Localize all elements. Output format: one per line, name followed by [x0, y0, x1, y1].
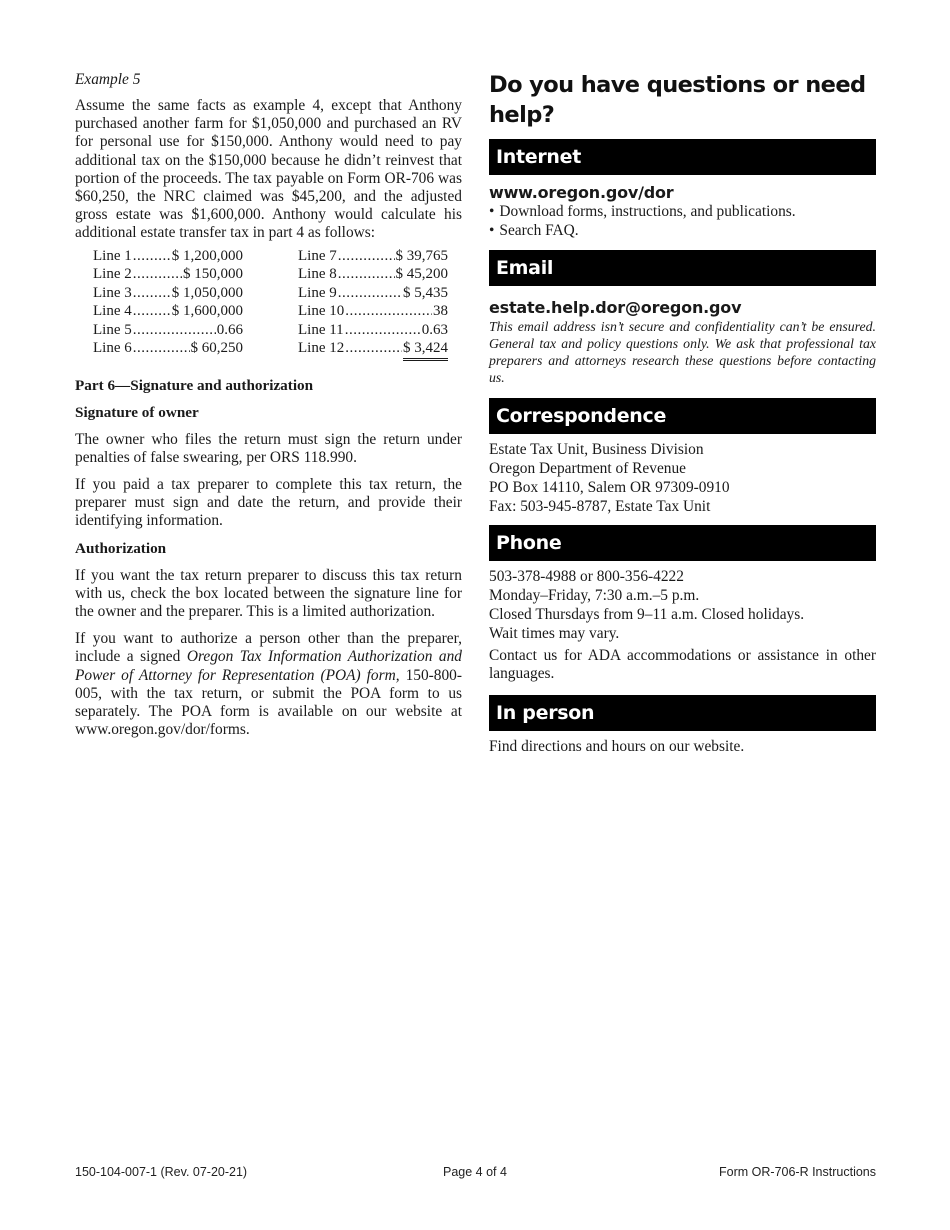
in-person-text: Find directions and hours on our website. [489, 738, 745, 756]
line-value-total: $ 3,424 [403, 339, 448, 361]
line-label: Line 10 [298, 303, 345, 320]
calculation-lines [75, 247, 462, 367]
phone-numbers: 503-378-4988 or 800-356-4222 [489, 568, 684, 585]
calc-line-7 [298, 247, 448, 266]
list-item: • Download forms, instructions, and publications. [489, 203, 876, 222]
calc-line-10 [298, 302, 448, 321]
calc-line-11 [298, 321, 448, 340]
website-link[interactable] [489, 183, 876, 203]
authorization-paragraph-1: If you want the tax return preparer to discuss this tax return with us, check the box located between the signature line for the owner and the preparer. This is a limited authorization. [75, 566, 462, 621]
poa-form-title: Oregon Tax Information Authorization and Power of Attorney for Representation (POA) form, [75, 648, 462, 684]
correspondence-section-header: Correspondence [489, 398, 876, 434]
email-note: This email address isn’t secure and confidentiality can’t be ensured. General tax and policy questions only. We ask that professional tax preparers and attorneys research these questions before contacting us. [489, 319, 876, 385]
calc-line-3 [93, 284, 243, 303]
internet-section-header: Internet [489, 139, 876, 175]
address-line: Estate Tax Unit, Business Division [489, 441, 704, 458]
line-value: 38 [433, 303, 448, 320]
line-label: Line 1 [93, 247, 132, 264]
line-value: $ 1,050,000 [171, 284, 243, 301]
calc-line-4 [93, 302, 243, 321]
line-value: $ 45,200 [395, 266, 448, 283]
part6-heading: Part 6—Signature and authorization [75, 376, 314, 394]
line-value: 0.63 [421, 321, 448, 338]
calculation-lines-left [93, 247, 243, 358]
address-line: Oregon Department of Revenue [489, 460, 687, 477]
in-person-section-header: In person [489, 695, 876, 731]
ada-note: Contact us for ADA accommodations or assistance in other languages. [489, 647, 876, 683]
address-line: PO Box 14110, Salem OR 97309-0910 [489, 479, 730, 496]
line-value: $ 150,000 [183, 266, 243, 283]
line-value: 0.66 [216, 321, 243, 338]
help-title: Do you have questions or need help? [489, 72, 866, 128]
form-number: 150-104-007-1 (Rev. 07-20-21) [75, 1165, 248, 1179]
website-url[interactable]: www.oregon.gov/dor [489, 183, 674, 202]
authorization-heading: Authorization [75, 539, 167, 557]
page-number: Page 4 of 4 [443, 1165, 507, 1179]
example-text: Assume the same facts as example 4, except that Anthony purchased another farm for $1,050,000 and purchased an RV for personal use for $150,000. Anthony would need to pay additional tax on the $150,000 because he didn’t reinvest that portion of the proceeds. The tax payable on Form OR-706 was $60,250, the NRC claimed was $45,200, and the adjusted gross estate was $1,600,000. Anthony would calculate his additional estate transfer tax in part 4 as follows: [75, 97, 462, 242]
calc-line-6 [93, 339, 243, 358]
email-section-header: Email [489, 250, 876, 286]
authorization-paragraph-2 [75, 630, 462, 739]
calc-line-12 [298, 339, 448, 358]
calc-line-8 [298, 265, 448, 284]
phone-wait-note: Wait times may vary. [489, 625, 620, 642]
internet-bullets [489, 203, 876, 240]
line-value: $ 1,600,000 [171, 303, 243, 320]
email-address[interactable]: estate.help.dor@oregon.gov [489, 298, 742, 317]
line-label: Line 8 [298, 266, 337, 283]
line-value: $ 39,765 [395, 247, 448, 264]
line-label: Line 6 [93, 340, 132, 357]
line-value: $ 5,435 [403, 284, 448, 301]
signature-paragraph-1: The owner who files the return must sign the return under penalties of false swearing, per ORS 118.990. [75, 430, 462, 466]
calc-line-1 [93, 247, 243, 266]
left-column [75, 68, 462, 748]
calculation-lines-right [298, 247, 448, 358]
email-link[interactable] [489, 298, 876, 318]
line-label: Line 2 [93, 266, 132, 283]
line-label: Line 9 [298, 284, 337, 301]
right-column [489, 68, 876, 765]
phone-hours: Monday–Friday, 7:30 a.m.–5 p.m. [489, 587, 700, 604]
signature-heading: Signature of owner [75, 403, 199, 421]
line-value: $ 60,250 [190, 340, 243, 357]
fax-line: Fax: 503-945-8787, Estate Tax Unit [489, 498, 711, 515]
line-label: Line 7 [298, 247, 337, 264]
phone-details [489, 567, 876, 643]
line-label: Line 5 [93, 321, 132, 338]
line-label: Line 12 [298, 340, 345, 357]
line-label: Line 11 [298, 321, 344, 338]
calc-line-9 [298, 284, 448, 303]
line-label: Line 3 [93, 284, 132, 301]
form-name: Form OR-706-R Instructions [719, 1165, 876, 1179]
phone-section-header: Phone [489, 525, 876, 561]
authorization-text-start: If you want to authorize a person other than the preparer, include a signed [75, 630, 462, 666]
list-item: • Search FAQ. [489, 222, 876, 241]
mailing-address [489, 440, 876, 516]
line-label: Line 4 [93, 303, 132, 320]
phone-closures: Closed Thursdays from 9–11 a.m. Closed holidays. [489, 606, 805, 623]
example-title: Example 5 [75, 71, 141, 88]
line-value: $ 1,200,000 [171, 247, 243, 264]
signature-paragraph-2: If you paid a tax preparer to complete this tax return, the preparer must sign and date the return, and provide their identifying information. [75, 476, 462, 530]
calc-line-2 [93, 265, 243, 284]
authorization-text-end: 150-800-005, with the tax return, or submit the POA form to us separately. The POA form is available on our website at www.oregon.gov/dor/forms. [75, 666, 462, 739]
calc-line-5 [93, 321, 243, 340]
